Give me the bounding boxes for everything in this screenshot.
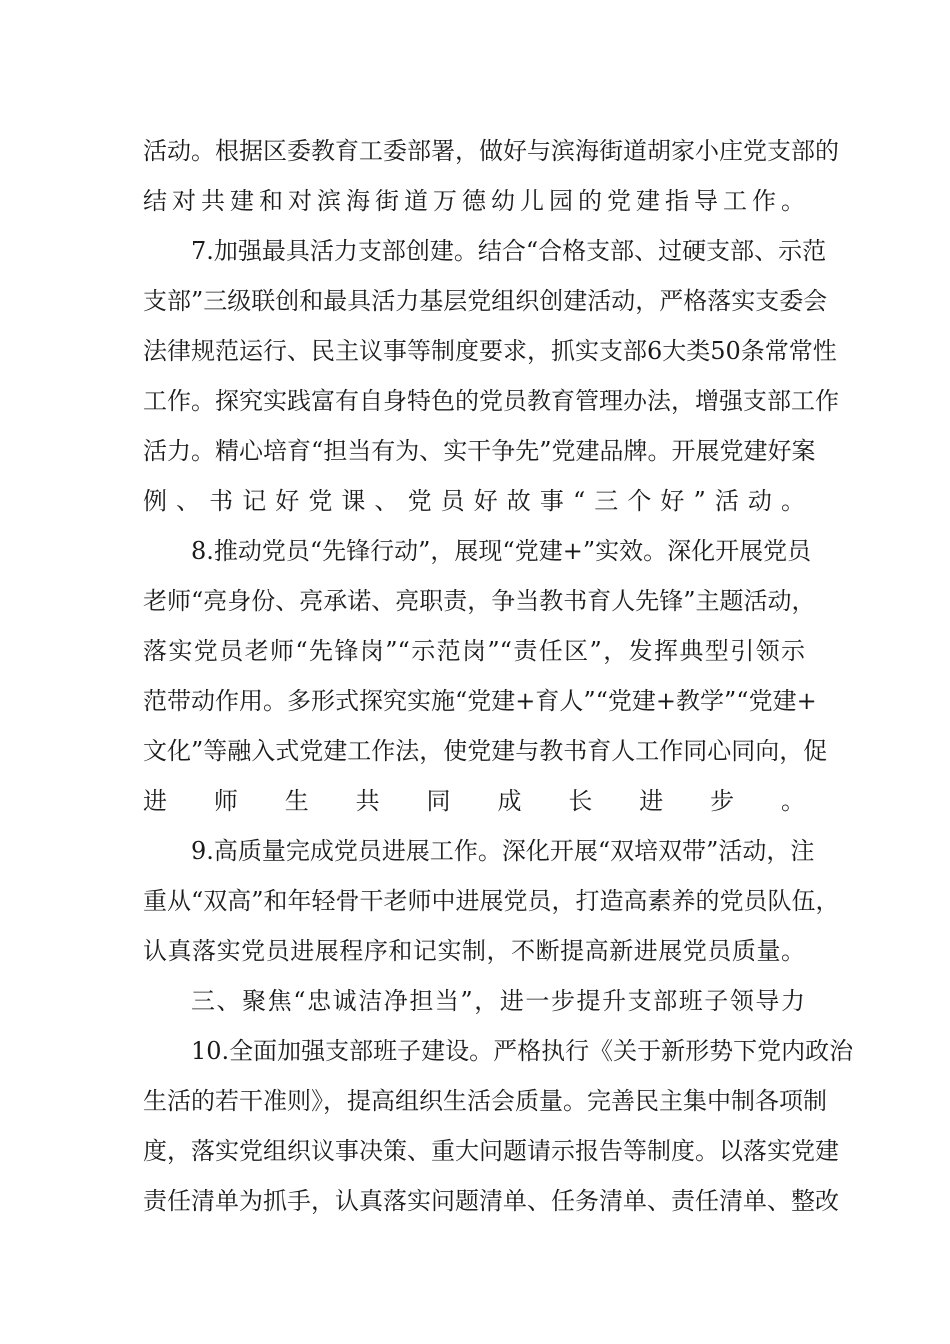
text-line: 例、书记好党课、党员好故事“三个好”活动。 [143,487,805,515]
paragraph-10-heading: 10.全面加强支部班子建设。严格执行《关于新形势下党内政治 [191,1037,854,1065]
text-line: 支部”三级联创和最具活力基层党组织创建活动，严格落实支委会 [143,287,828,315]
text-line: 认真落实党员进展程序和记实制，不断提高新进展党员质量。 [143,937,805,965]
paragraph-8-heading: 8.推动党员“先锋行动”，展现“党建+”实效。深化开展党员 [191,537,812,565]
text-line: 工作。探究实践富有自身特色的党员教育管理办法，增强支部工作 [143,387,839,415]
text-line: 落实党员老师“先锋岗”“示范岗”“责任区”，发挥典型引领示 [143,637,805,665]
section-3-heading: 三、聚焦“忠诚洁净担当”，进一步提升支部班子领导力 [191,987,805,1015]
text-line: 度，落实党组织议事决策、重大问题请示报告等制度。以落实党建 [143,1137,839,1165]
text-line: 进师生共同成长进步。 [143,787,805,815]
text-line: 结对共建和对滨海街道万德幼儿园的党建指导工作。 [143,187,805,215]
paragraph-9-heading: 9.高质量完成党员进展工作。深化开展“双培双带”活动，注 [191,837,815,865]
text-line: 老师“亮身份、亮承诺、亮职责，争当教书育人先锋”主题活动， [143,587,816,615]
text-line: 范带动作用。多形式探究实施“党建+育人”“党建+教学”“党建+ [143,687,817,715]
text-line: 责任清单为抓手，认真落实问题清单、任务清单、责任清单、整改 [143,1187,839,1215]
paragraph-7-heading: 7.加强最具活力支部创建。结合“合格支部、过硬支部、示范 [191,237,827,265]
text-line: 活力。精心培育“担当有为、实干争先”党建品牌。开展党建好案 [143,437,816,465]
text-line: 生活的若干准则》，提高组织生活会质量。完善民主集中制各项制 [143,1087,827,1115]
text-line: 活动。根据区委教育工委部署，做好与滨海街道胡家小庄党支部的 [143,137,839,165]
text-line: 重从“双高”和年轻骨干老师中进展党员，打造高素养的党员队伍， [143,887,840,915]
text-line: 文化”等融入式党建工作法，使党建与教书育人工作同心同向，促 [143,737,828,765]
text-line: 法律规范运行、民主议事等制度要求，抓实支部6大类50条常常性 [143,337,837,365]
